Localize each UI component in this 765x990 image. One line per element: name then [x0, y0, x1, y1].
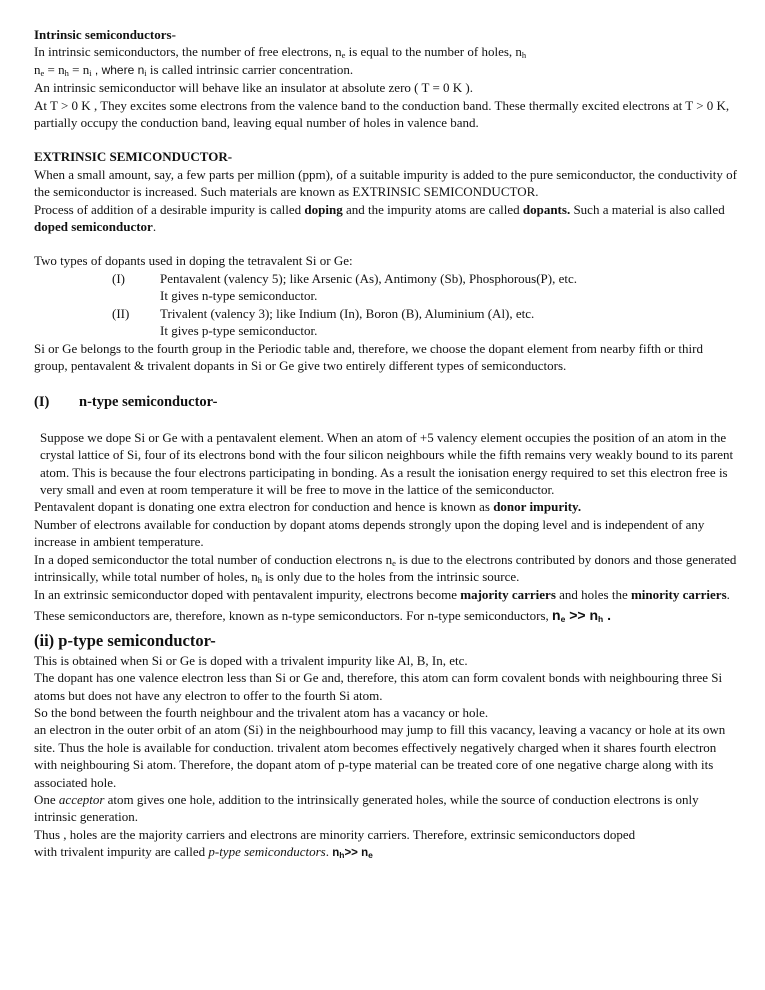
ntype-relation	[552, 607, 611, 623]
list-item-number: (I)	[112, 270, 125, 286]
subscript: h	[64, 67, 69, 78]
document-page	[34, 26, 738, 863]
text-run: In a doped semiconductor the total number of conduction electrons n	[34, 551, 393, 567]
text-run: is called intrinsic carrier concentration.	[146, 61, 354, 77]
intrinsic-section	[34, 26, 738, 131]
ntype-paragraph-4	[34, 551, 738, 586]
extrinsic-paragraph-2	[34, 201, 738, 236]
subscript: e	[392, 557, 396, 568]
ptype-paragraph-4: an electron in the outer orbit of an atom (Si) in the neighbourhood may jump to fill this vacancy, leaving a vacancy or hole at its own site. Thus the hole is available for conduction. trivalent atom becomes effectively negatively charged when it shares fourth electron with neighbouring Si atom. Therefore, the dopant atom of p-type material can be treated core of one negative charge along with its associated hole.	[34, 722, 726, 790]
extrinsic-paragraph-1: When a small amount, say, a few parts per million (ppm), of a suitable impurity is added to the pure semiconductor, the conductivity of the semiconductor is increased. Such materials are known as EXTRINSIC SEMICONDUCTOR.	[34, 166, 737, 200]
text-run: = n	[68, 61, 90, 77]
dopant-types-list	[34, 270, 738, 340]
list-item-line: Pentavalent (valency 5); like Arsenic (As), Antimony (Sb), Phosphorous(P), etc.	[160, 270, 578, 286]
ptype-section	[34, 632, 738, 862]
text-run: >> n	[344, 847, 369, 860]
ptype-paragraph-7	[34, 843, 738, 862]
section-title: n-type semiconductor-	[79, 394, 218, 411]
text-run: .	[152, 219, 157, 235]
extrinsic-section	[34, 148, 738, 374]
intrinsic-equation	[34, 61, 738, 79]
dopant-types-intro: Two types of dopants used in doping the tetravalent Si or Ge:	[34, 253, 353, 269]
term-acceptor: acceptor	[58, 792, 105, 808]
subscript: h	[339, 850, 345, 861]
list-item-line: Trivalent (valency 3); like Indium (In), Boron (B), Aluminium (Al), etc.	[160, 305, 535, 321]
ptype-paragraph-3: So the bond between the fourth neighbour and the trivalent atom has a vacancy or hole.	[34, 705, 489, 720]
ptype-paragraph-2: The dopant has one valence electron less than Si or Ge and, therefore, this atom can form covalent bonds with neighbouring three Si atoms but does not have any electron to offer to the fourth Si atom.	[34, 670, 723, 703]
subscript: e	[40, 67, 45, 78]
ptype-relation	[332, 847, 373, 859]
text-run: is equal to the number of holes, n	[345, 44, 522, 60]
subscript: h	[257, 574, 262, 585]
subscript: i	[144, 67, 147, 78]
intrinsic-heading: Intrinsic semiconductors-	[34, 27, 176, 42]
term-dopants: dopants.	[522, 201, 571, 217]
text-run: n	[34, 61, 41, 77]
text-run: One	[34, 792, 59, 808]
intrinsic-line-1	[34, 43, 738, 60]
text-run: In intrinsic semiconductors, the number of free electrons, n	[34, 44, 342, 60]
intrinsic-line-4: At T > 0 K , They excites some electrons from the valence band to the conduction band. These thermally excited electrons at T > 0 K, partially occupy the conduction band, leaving equal number of holes in valence band.	[34, 97, 730, 131]
text-run: and the impurity atoms are called	[342, 201, 523, 217]
list-item-body	[160, 305, 738, 340]
list-item-line: It gives p-type semiconductor.	[160, 323, 318, 339]
text-run: . These semiconductors are, therefore, known as n-type semiconductors. For n-type semiconductors,	[34, 587, 730, 624]
text-run: is due to the electrons contributed by donors and those generated intrinsically, while total number of holes, n	[34, 551, 737, 584]
list-item	[34, 305, 738, 340]
text-run: n	[552, 607, 561, 624]
term-minority-carriers: minority carriers	[630, 587, 727, 603]
list-item	[34, 270, 738, 305]
ntype-paragraph-2	[34, 498, 738, 515]
extrinsic-paragraph-3: Si or Ge belongs to the fourth group in the Periodic table and, therefore, we choose the dopant element from nearby fifth or third group, pentavalent & trivalent dopants in Si or Ge give two entirely different types of semiconductors.	[34, 340, 703, 373]
text-run: , where n	[91, 62, 145, 77]
ptype-heading: (ii) p-type semiconductor-	[34, 631, 216, 651]
subscript: h	[598, 614, 604, 625]
ntype-paragraph-3: Number of electrons available for conduction by dopant atoms depends strongly upon the doping level and is independent of any increase in ambient temperature.	[34, 516, 705, 550]
list-item-line: It gives n-type semiconductor.	[160, 288, 318, 304]
text-run: .	[603, 607, 612, 624]
text-run: Process of addition of a desirable impurity is called	[34, 201, 305, 217]
ntype-paragraph-1: Suppose we dope Si or Ge with a pentavalent element. When an atom of +5 valency element occupies the position of an atom in the crystal lattice of Si, four of its electrons bond with the four silicon neighbours while the fifth remains very weakly bound to its parent atom. This is because the four electrons participating in bonding. As a result the ionisation energy required to set this electron free is very small and even at room temperature it will be free to move in the lattice of the semiconductor.	[40, 429, 734, 497]
text-run: and holes the	[555, 587, 631, 603]
list-item-body	[160, 270, 738, 305]
term-doping: doping	[304, 201, 343, 217]
term-donor-impurity: donor impurity.	[493, 499, 582, 515]
term-majority-carriers: majority carriers	[460, 587, 556, 603]
term-p-type-semiconductors: p-type semiconductors	[208, 844, 326, 860]
section-number: (I)	[34, 394, 50, 411]
ntype-heading	[34, 394, 738, 411]
ptype-paragraph-6: Thus , holes are the majority carriers and electrons are minority carriers. Therefore, extrinsic semiconductors doped	[34, 826, 636, 842]
subscript: i	[89, 67, 92, 78]
text-run: = n	[44, 61, 65, 77]
subscript: h	[521, 50, 527, 61]
text-run: Pentavalent dopant is donating one extra electron for conduction and hence is known as	[34, 499, 494, 515]
ntype-section	[34, 394, 738, 626]
extrinsic-heading: EXTRINSIC SEMICONDUCTOR-	[34, 149, 233, 165]
ntype-paragraph-5	[34, 585, 738, 626]
subscript: e	[368, 850, 373, 861]
text-run: with trivalent impurity are called	[34, 844, 209, 860]
text-run: >> n	[565, 607, 599, 624]
text-run: Such a material is also called	[570, 201, 725, 217]
text-run: n	[332, 847, 340, 860]
list-item-number: (II)	[112, 305, 130, 321]
ptype-paragraph-1: This is obtained when Si or Ge is doped with a trivalent impurity like Al, B, In, etc.	[34, 652, 468, 668]
text-run: In an extrinsic semiconductor doped with pentavalent impurity, electrons become	[34, 587, 461, 603]
intrinsic-line-3: An intrinsic semiconductor will behave like an insulator at absolute zero ( T = 0 K ).	[34, 80, 473, 96]
subscript: e	[560, 614, 566, 625]
text-run: is only due to the holes from the intrinsic source.	[261, 568, 520, 584]
text-run: .	[325, 844, 333, 860]
subscript: e	[341, 50, 346, 61]
text-run: atom gives one hole, addition to the intrinsically generated holes, while the source of conduction electrons is only intrinsic generation.	[34, 792, 699, 825]
term-doped-semiconductor: doped semiconductor	[34, 219, 153, 235]
ptype-paragraph-5	[34, 791, 738, 826]
